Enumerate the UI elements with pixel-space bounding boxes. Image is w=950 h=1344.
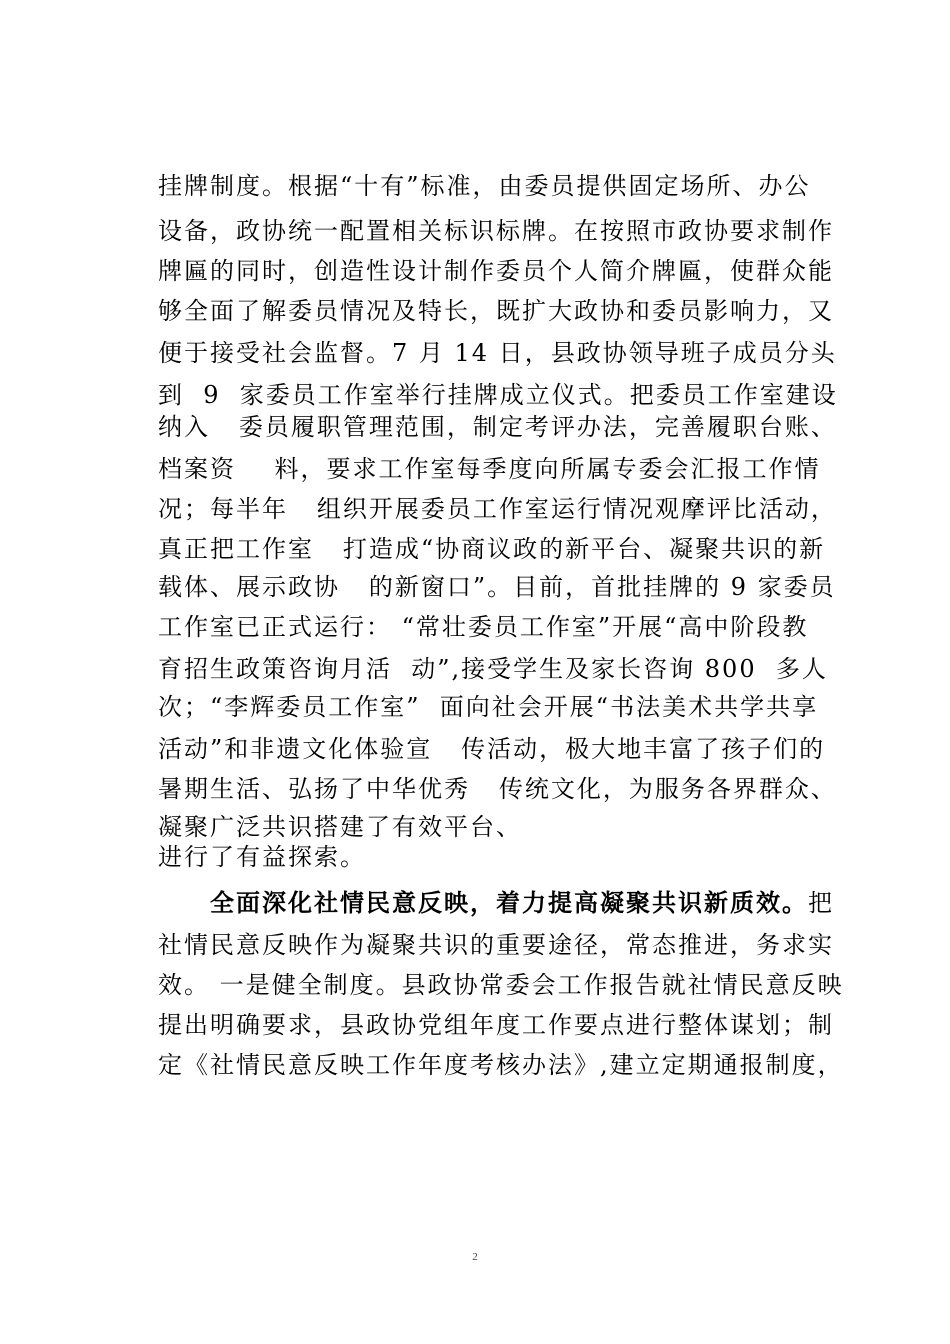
text-line: 够全面了解委员情况及特长，既扩大政协和委员影响力，又 bbox=[158, 297, 834, 325]
text-line: 定《社情民意反映工作年度考核办法》,建立定期通报制度， bbox=[158, 1051, 844, 1079]
text-line: 暑期生活、弘扬了中华优秀 传统文化，为服务各界群众、 bbox=[158, 775, 837, 803]
paragraph-heading: 全面深化社情民意反映，着力提高凝聚共识新质效。 bbox=[210, 888, 808, 917]
heading-line-rest: 把 bbox=[808, 889, 834, 917]
text-line: 真正把工作室 打造成“协商议政的新平台、凝聚共识的新 bbox=[158, 535, 826, 563]
text-line: 活动”和非遗文化体验宣 传活动，极大地丰富了孩子们的 bbox=[158, 735, 826, 763]
text-line: 育招生政策咨询月活 动”,接受学生及家长咨询 800 多人 bbox=[158, 655, 828, 683]
text-line: 档案资 料，要求工作室每季度向所属专委会汇报工作情 bbox=[158, 455, 821, 483]
text-line: 便于接受社会监督。7 月 14 日，县政协领导班子成员分头 bbox=[158, 339, 837, 367]
text-line: 纳入 委员履职管理范围，制定考评办法，完善履职台账、 bbox=[158, 413, 837, 441]
text-line: 凝聚广泛共识搭建了有效平台、 bbox=[158, 813, 522, 841]
text-line: 次；“李辉委员工作室” 面向社会开展“书法美术共学共享 bbox=[158, 693, 819, 721]
text-line: 到 9 家委员工作室举行挂牌成立仪式。把委员工作室建设 bbox=[158, 381, 838, 409]
text-line: 社情民意反映作为凝聚共识的重要途径，常态推进，务求实 bbox=[158, 931, 834, 959]
text-line: 提出明确要求，县政协党组年度工作要点进行整体谋划；制 bbox=[158, 1011, 834, 1039]
text-line: 进行了有益探索。 bbox=[158, 843, 366, 871]
text-line: 工作室已正式运行： “常壮委员工作室”开展“高中阶段教 bbox=[158, 613, 809, 641]
text-line: 况；每半年 组织开展委员工作室运行情况观摩评比活动， bbox=[158, 495, 837, 523]
paragraph-heading-line bbox=[210, 884, 834, 922]
text-line: 挂牌制度。根据“十有”标准，由委员提供固定场所、办公 bbox=[158, 172, 811, 200]
text-line: 效。 一是健全制度。县政协常委会工作报告就社情民意反映 bbox=[158, 971, 844, 999]
text-line: 牌匾的同时，创造性设计制作委员个人简介牌匾，使群众能 bbox=[158, 257, 834, 285]
text-line: 载体、展示政协 的新窗口”。目前，首批挂牌的 9 家委员 bbox=[158, 573, 836, 601]
page-number: 2 bbox=[472, 1251, 478, 1263]
text-line: 设备，政协统一配置相关标识标牌。在按照市政协要求制作 bbox=[158, 217, 834, 245]
